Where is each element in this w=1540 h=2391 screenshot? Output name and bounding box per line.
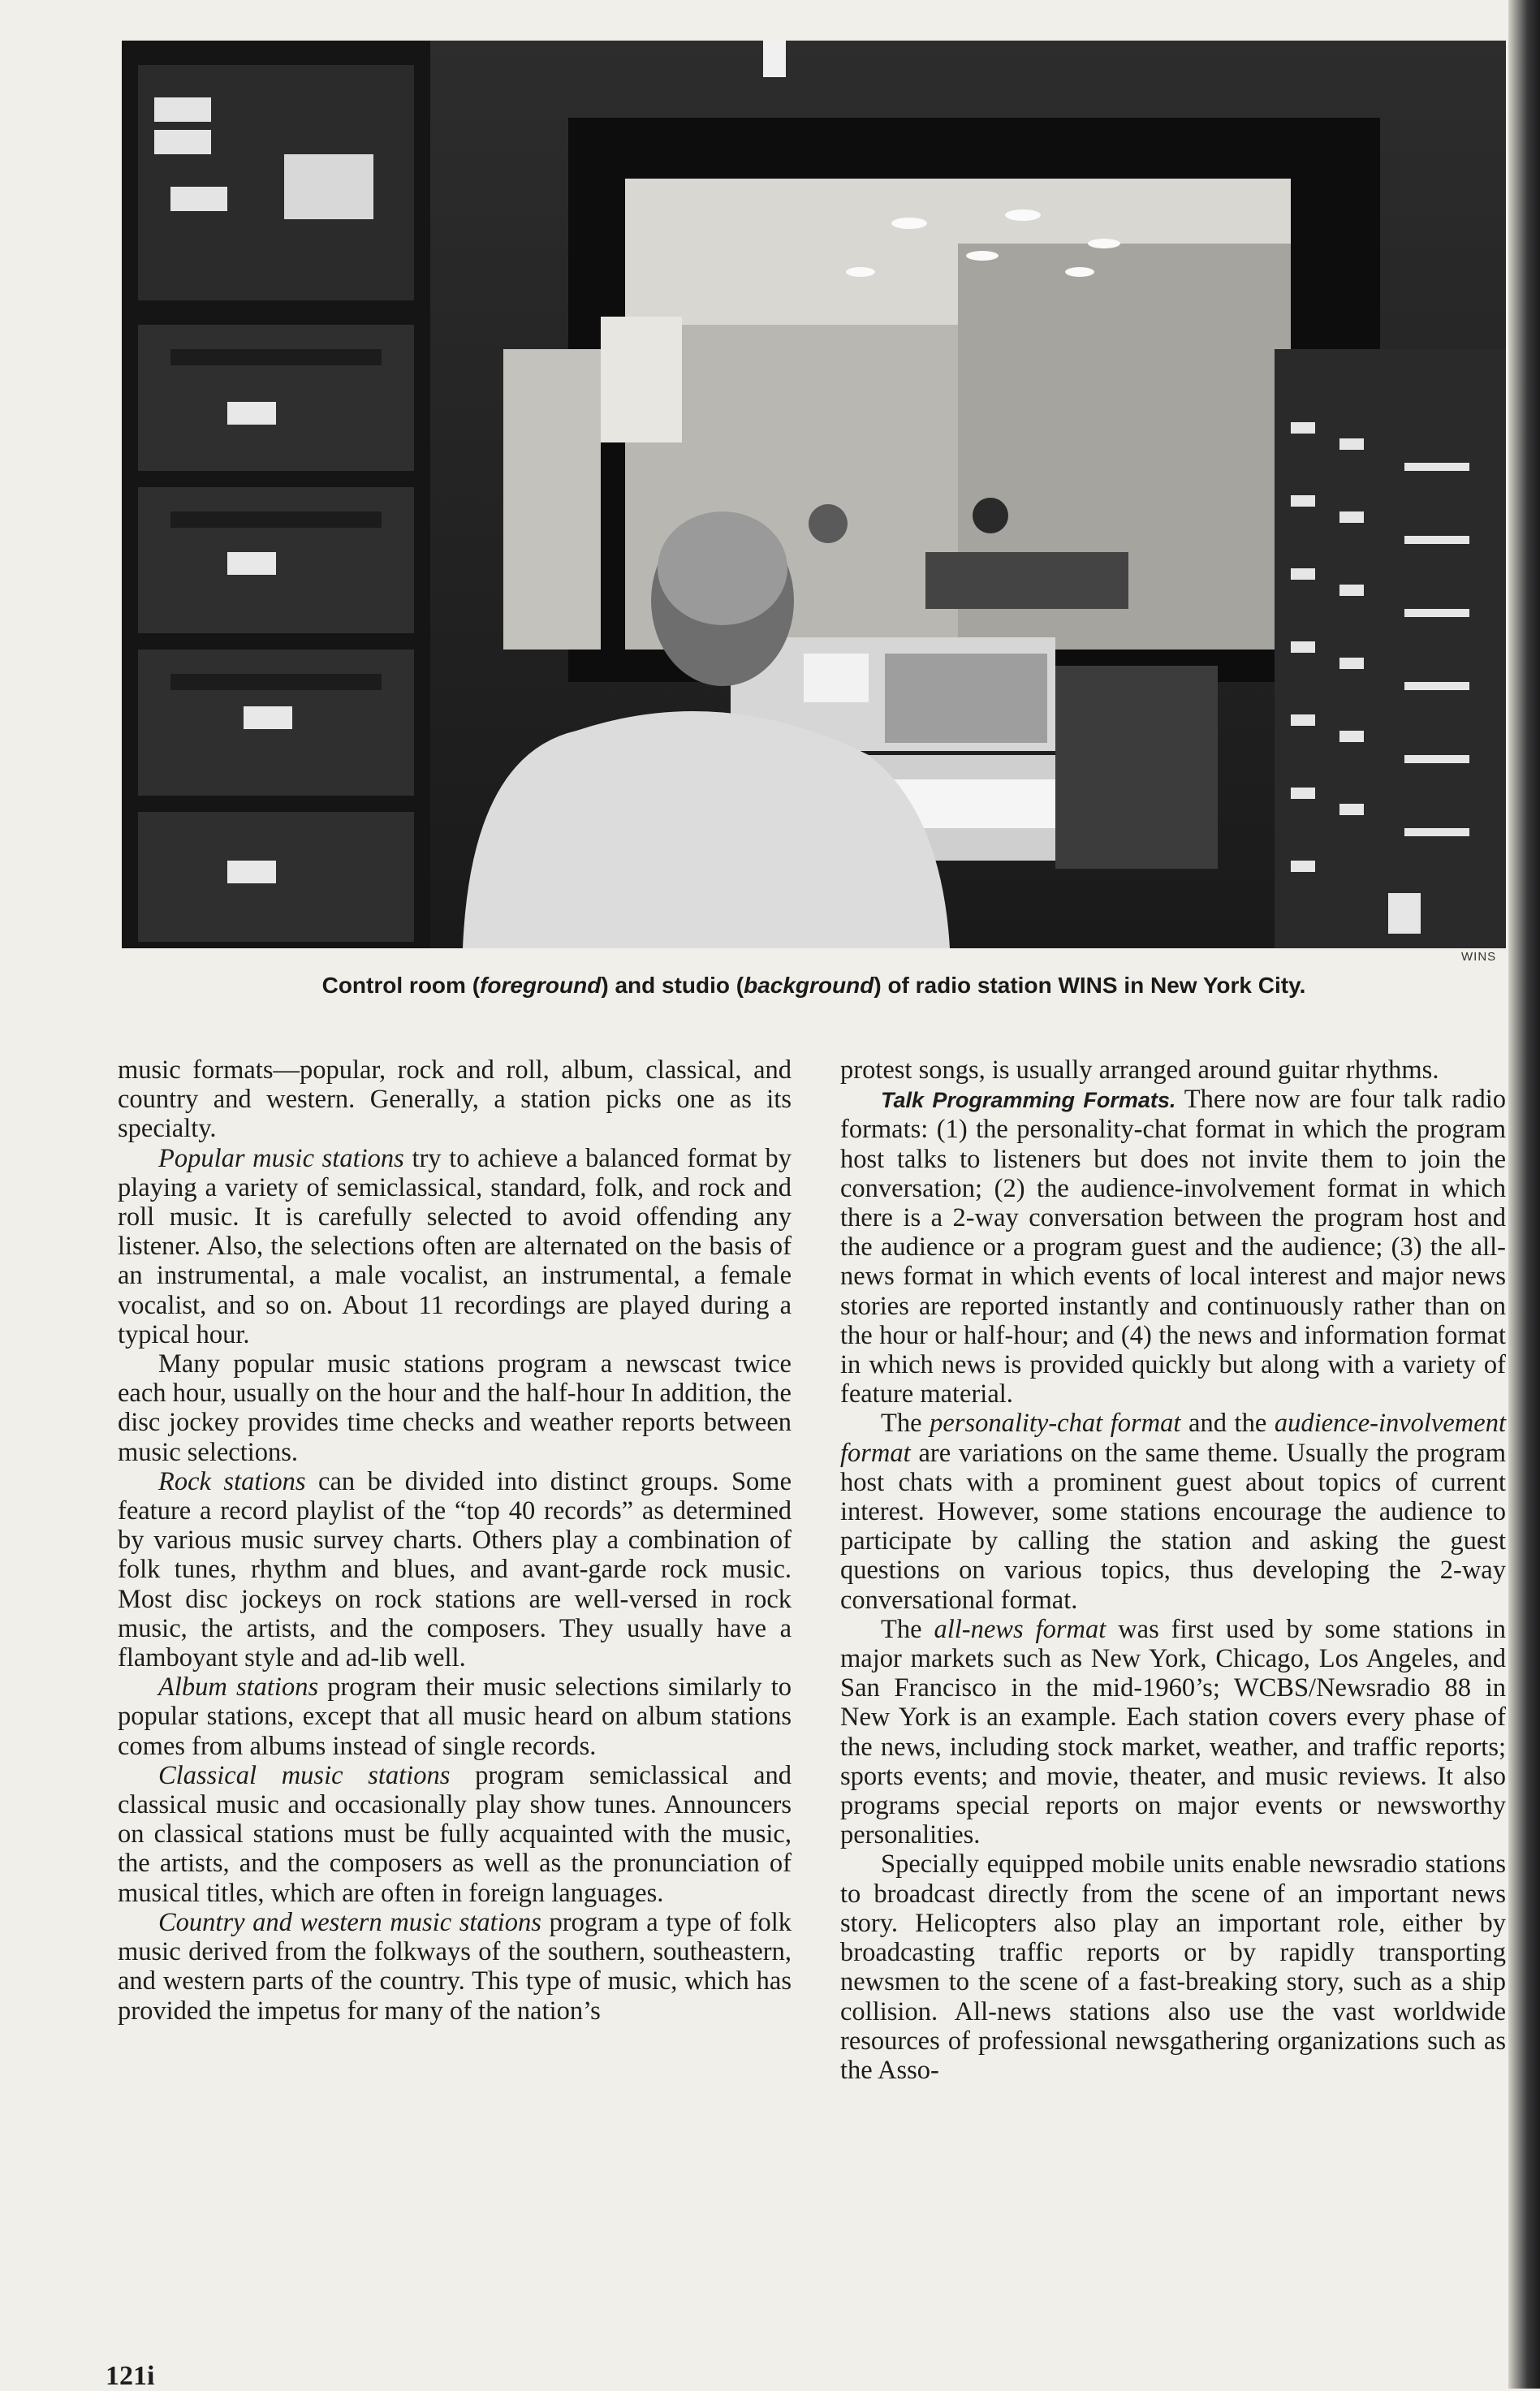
left-paragraph-1: music formats—popular, rock and roll, album, classical, and country and western. Generally, a station picks one as its specialty. [118,1055,792,1144]
left-paragraph-3: Many popular music stations program a newscast twice each hour, usually on the hour and the half-hour In addition, the disc jockey provides time checks and weather reports between music selections. [118,1349,792,1467]
left-paragraph-5: Album stations program their music selections similarly to popular stations, except that all music heard on album stations comes from albums instead of single records. [118,1672,792,1761]
left-paragraph-6: Classical music stations program semiclassical and classical music and occasionally play show tunes. Announcers on classical stations must be fully acquainted with the music, the artists, and the composers as well as the pronunciation of musical titles, which are often in foreign languages. [118,1760,792,1908]
left-paragraph-2: Popular music stations try to achieve a balanced format by playing a variety of semiclassical, standard, folk, and rock and roll music. It is carefully selected to avoid offending any listener. Also, the selections often are alternated on the basis of an instrumental, a male vocalist, an instrumental, a female vocalist, and so on. About 11 recordings are played during a typical hour. [118,1143,792,1349]
photo-illustration [122,41,1506,948]
radio-control-room-photo [122,41,1506,948]
photo-credit: WINS [1461,950,1497,964]
right-paragraph-5: Specially equipped mobile units enable newsradio stations to broadcast directly from the scene of an important news story. Helicopters also play an important role, either by broadcasting traffic reports or by rapidly transporting newsmen to the scene of a fast-breaking story, such as a ship collision. All-news stations also use the vast worldwide resources of professional newsgathering organizations such as the Asso- [840,1849,1506,2085]
right-paragraph-4: The all-news format was first used by some stations in major markets such as New York, Chicago, Los Angeles, and San Francisco in the mid-1960’s; WCBS/Newsradio 88 in New York is an example. Each station covers every phase of the news, including stock market, weather, and traffic reports; sports events; and movie, theater, and music reviews. It also programs special reports on major events or newsworthy personalities. [840,1614,1507,1850]
page-edge-shadow [1508,0,1540,2389]
section-heading: Talk Programming Formats. [881,1088,1176,1113]
right-paragraph-1: protest songs, is usually arranged around guitar rhythms. [840,1055,1439,1085]
right-column [840,1055,1506,2085]
page-number: 121i [106,2361,155,2391]
photo-caption: Control room (foreground) and studio (background) of radio station WINS in New York City. [321,973,1306,998]
left-paragraph-7: Country and western music stations program a type of folk music derived from the folkways of the southern, southeastern, and western parts of the country. This type of music, which has provided the impetus for many of the nation’s [118,1907,792,2026]
left-column [118,1055,792,2026]
right-paragraph-2: Talk Programming Formats. There now are four talk radio formats: (1) the personality-chat format in which the program host talks to listeners but does not invite them to join the conversation; (2) the audience-involvement format in which there is a 2-way conversation between the program host and the audience or a program guest and the audience; (3) the all-news format in which events of local interest and major news stories are reported instantly and continuously rather than on the hour or half-hour; and (4) the news and information format in which news is provided quickly but along with a variety of feature material. [840,1085,1506,1409]
right-paragraph-3: The personality-chat format and the audience-involvement format are variations on the same theme. Usually the program host chats with a prominent guest about topics of current interest. However, some stations encourage the audience to participate by calling the station and asking the guest questions on various topics, thus developing the 2-way conversational format. [840,1409,1506,1615]
left-paragraph-4: Rock stations can be divided into distinct groups. Some feature a record playlist of the “top 40 records” as determined by various music survey charts. Others play a combination of folk tunes, rhythm and blues, and avant-garde rock music. Most disc jockeys on rock stations are well-versed in rock music, the artists, and the composers. They usually have a flamboyant style and ad-lib well. [118,1466,792,1673]
